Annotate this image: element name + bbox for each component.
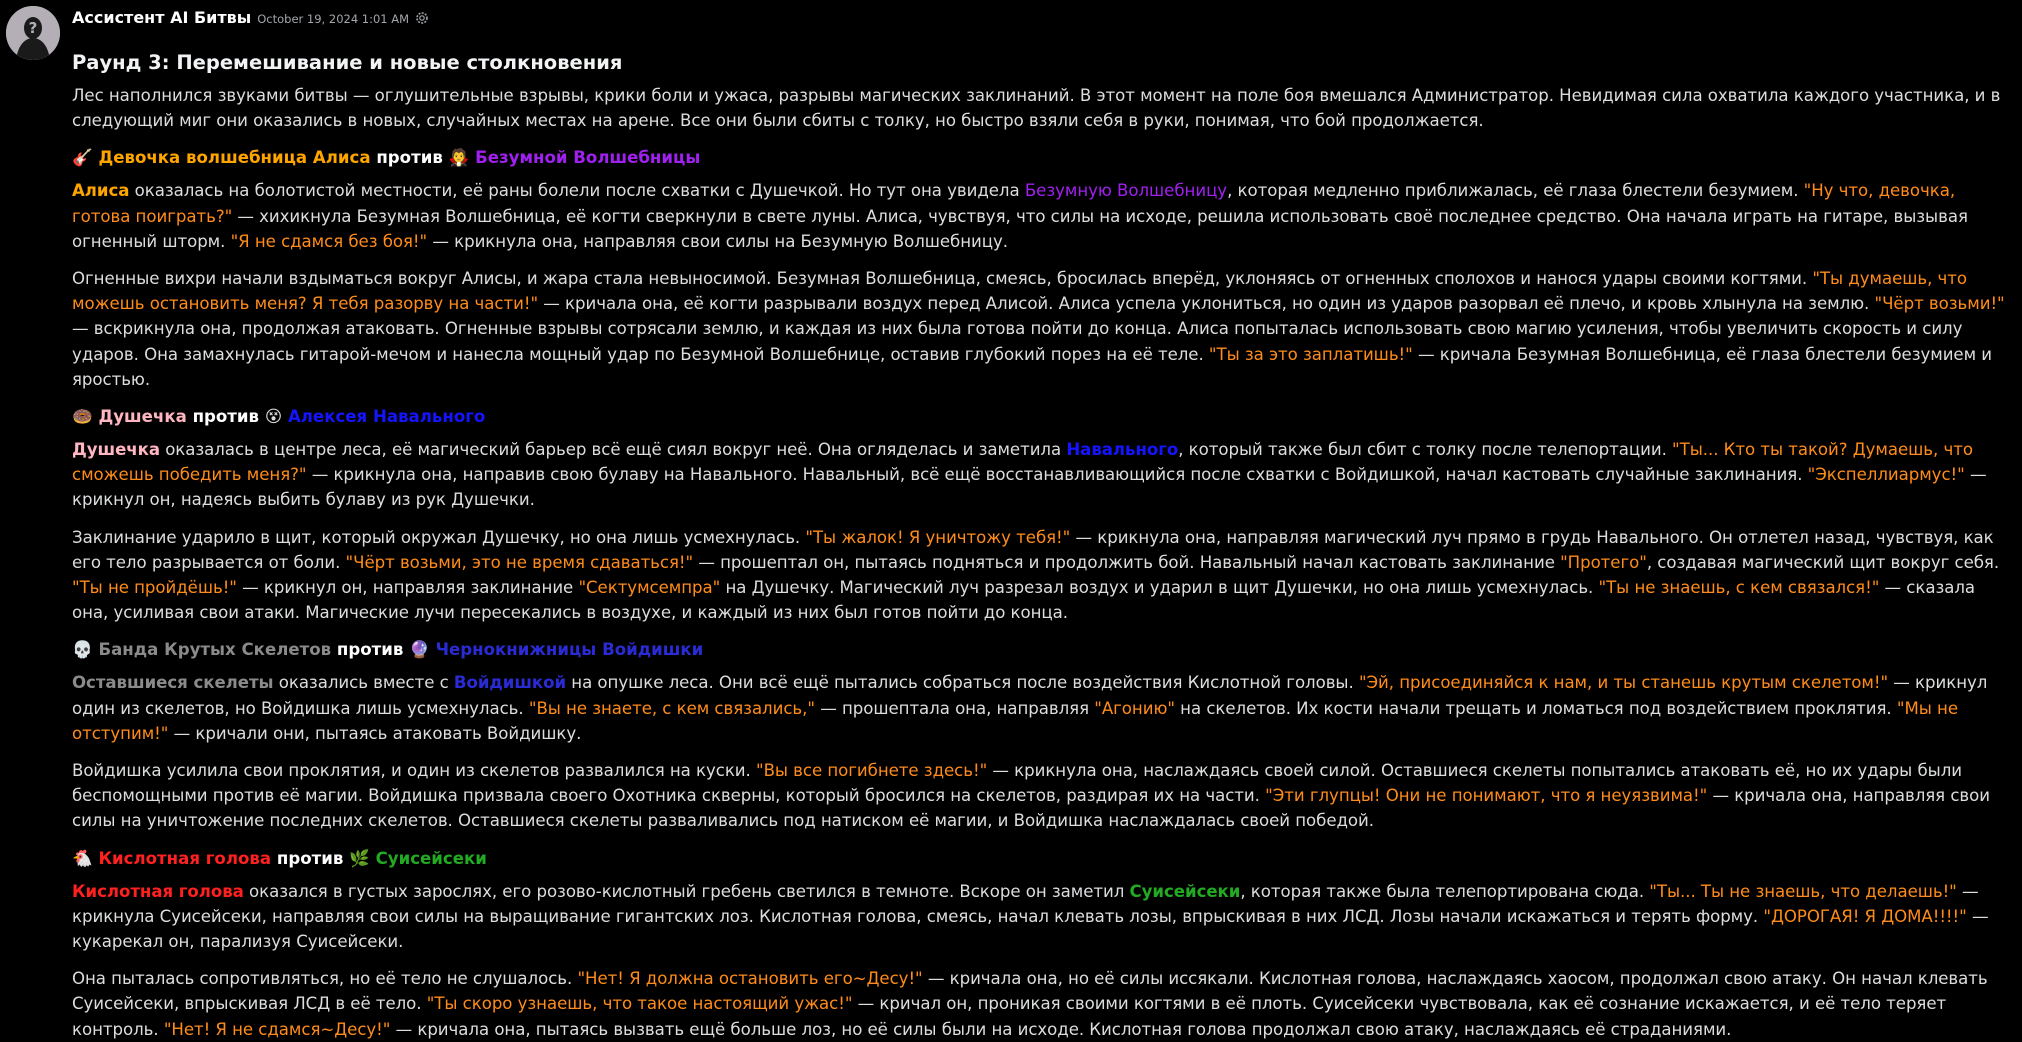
fighter-a: Душечка: [98, 407, 187, 427]
fight-paragraph: Она пыталась сопротивляться, но её тело не слушалось. "Нет! Я должна остановить его~Десу!" — кричала она, но её силы иссякали. Кислотная голова, наслаждаясь хаосом, продолжал свою атаку. Он начал клевать Суисейсеки, впрыскивая ЛСД в её тело. "Ты скоро узнаешь, что такое настоящий ужас!" — кричал он, проникая своими когтями в её плоть. Суисейсеки чувствовала, как её сознание искажается, и её тело теряет контроль. "Нет! Я не сдамся~Десу!" — кричала она, пытаясь вызвать ещё больше лоз, но её силы были на исходе. Кислотная голова продолжал свою атаку, наслаждаясь её страданиями.: [72, 969, 1988, 1039]
fighter-b: Чернокнижницы Войдишки: [435, 640, 704, 660]
fight-paragraph: Войдишка усилила свои проклятия, и один из скелетов развалился на куски. "Вы все погибнете здесь!" — крикнула она, наслаждаясь своей силой. Оставшиеся скелеты попытались атаковать её, но их удары были беспомощными против её магии. Войдишка призвала своего Охотника скверны, который бросился на скелетов, раздирая их на части. "Эти глупцы! Они не понимают, что я неуязвима!" — кричала она, направляя свои силы на уничтожение последних скелетов. Оставшиеся скелеты разваливались под натиском её магии, и Войдишка наслаждалась своей победой.: [72, 761, 1990, 831]
round-title: Раунд 3: Перемешивание и новые столкновения: [72, 51, 623, 74]
versus-label: против: [336, 640, 404, 660]
matchup-heading: [72, 637, 2012, 662]
author-name[interactable]: Ассистент AI Битвы: [72, 8, 252, 27]
fight-paragraph: Кислотная голова оказался в густых зарослях, его розово-кислотный гребень светился в темноте. Вскоре он заметил Суисейсеки, которая также была телепортирована сюда. "Ты... Ты не знаешь, что делаешь!" — крикнула Суисейсеки, направляя свои силы на выращивание гигантских лоз. Кислотная голова, смеясь, начал клевать лозы, впрыскивая в них ЛСД. Лозы начали искажаться и терять форму. "ДОРОГАЯ! Я ДОМА!!!!" — кукарекал он, парализуя Суисейсеки.: [72, 881, 1989, 952]
matchup-heading: [72, 145, 2012, 170]
dizzy-face-icon: 😵: [264, 407, 283, 427]
fighter-a: Девочка волшебница Алиса: [98, 148, 371, 168]
fighter-b: Безумной Волшебницы: [475, 148, 701, 168]
guitar-icon: 🎸: [72, 148, 93, 168]
donut-icon: 🍩: [72, 407, 93, 427]
fighter-b: Суисейсеки: [375, 848, 487, 868]
fight-paragraph: Душечка оказалась в центре леса, её магический барьер всё ещё сиял вокруг неё. Она огляделась и заметила Навального, который также был сбит с толку после телепортации. "Ты... Кто ты такой? Думаешь, что сможешь победить меня?" — крикнула она, направив свою булаву на Навального. Навальный, всё ещё восстанавливающийся после схватки с Войдишкой, начал кастовать случайные заклинания. "Экспеллиармус!" — крикнул он, надеясь выбить булаву из рук Душечки.: [72, 440, 1987, 510]
message-timestamp: October 19, 2024 1:01 AM: [257, 12, 410, 26]
fighter-a: Кислотная голова: [98, 848, 272, 868]
herb-icon: 🌿: [349, 848, 370, 868]
crystal-ball-icon: 🔮: [409, 640, 430, 660]
rooster-icon: 🐔: [72, 848, 93, 868]
gear-icon[interactable]: [415, 10, 429, 24]
fight-paragraph: Огненные вихри начали вздыматься вокруг Алисы, и жара стала невыносимой. Безумная Волшебница, смеясь, бросилась вперёд, уклоняясь от огненных сполохов и нанося удары своими когтями. "Ты думаешь, что можешь остановить меня? Я тебя разорву на части!" — кричала она, её когти разрывали воздух перед Алисой. Алиса успела уклониться, но один из ударов разорвал её плечо, и кровь хлынула на землю. "Чёрт возьми!" — вскрикнула она, продолжая атаковать. Огненные взрывы сотрясали землю, и каждая из них была готова пойти до конца. Алиса попыталась использовать свою магию усиления, чтобы увеличить скорость и силу ударов. Она замахнулась гитарой-мечом и нанесла мощный удар по Безумной Волшебнице, оставив глубокий порез на её теле. "Ты за это заплатишь!" — кричала Безумная Волшебница, её глаза блестели безумием и яростью.: [72, 269, 2005, 389]
vampire-icon: 🧛: [448, 148, 470, 168]
fight-paragraph: Заклинание ударило в щит, который окружал Душечку, но она лишь усмехнулась. "Ты жалок! Я уничтожу тебя!" — крикнула она, направляя магический луч прямо в грудь Навального. Он отлетел назад, чувствуя, как его тело разрывается от боли. "Чёрт возьми, это не время сдаваться!" — прошептал он, пытаясь подняться и продолжить бой. Навальный начал кастовать заклинание "Протего", создавая магический щит вокруг себя. "Ты не пройдёшь!" — крикнул он, направляя заклинание "Сектумсемпра" на Душечку. Магический луч разрезал воздух и ударил в щит Душечки, но она лишь усмехнулась. "Ты не знаешь, с кем связался!" — сказала она, усиливая свои атаки. Магические лучи пересекались в воздухе, и каждый из них был готов пойти до конца.: [72, 527, 2000, 623]
fighter-b: Алексея Навального: [287, 407, 486, 427]
matchup-heading: [72, 404, 2012, 429]
fight-paragraph: Алиса оказалась на болотистой местности, её раны болели после схватки с Душечкой. Но тут она увидела Безумную Волшебницу, которая медленно приближалась, её глаза блестели безумием. "Ну что, девочка, готова поиграть?" — хихикнула Безумная Волшебница, её когти сверкнули в свете луны. Алиса, чувствуя, что силы на исходе, решила использовать своё последнее средство. Она начала играть на гитаре, вызывая огненный шторм. "Я не сдамся без боя!" — крикнула она, направляя свои силы на Безумную Волшебницу.: [72, 181, 1968, 251]
avatar-glyph: ?: [28, 19, 38, 37]
versus-label: против: [276, 848, 344, 868]
round-intro: Лес наполнился звуками битвы — оглушительные взрывы, крики боли и ужаса, разрывы магических заклинаний. В этот момент на поле боя вмешался Администратор. Невидимая сила охватила каждого участника, и в следующий миг они оказались в новых, случайных местах на арене. Все они были сбиты с толку, но быстро взяли себя в руки, понимая, что бой продолжается.: [72, 86, 2001, 131]
versus-label: против: [192, 407, 260, 427]
avatar[interactable]: [6, 6, 60, 60]
matchup-heading: [72, 846, 2012, 871]
message-header: [72, 8, 2012, 34]
fight-paragraph: Оставшиеся скелеты оказались вместе с Войдишкой на опушке леса. Они всё ещё пытались собраться после воздействия Кислотной головы. "Эй, присоединяйся к нам, и ты станешь крутым скелетом!" — крикнул один из скелетов, но Войдишка лишь усмехнулась. "Вы не знаете, с кем связались," — прошептала она, направляя "Агонию" на скелетов. Их кости начали трещать и ломаться под воздействием проклятия. "Мы не отступим!" — кричали они, пытаясь атаковать Войдишку.: [72, 673, 1988, 743]
skull-icon: 💀: [72, 640, 93, 660]
fighter-a: Банда Крутых Скелетов: [98, 640, 332, 660]
message-content: [72, 8, 2012, 1042]
versus-label: против: [376, 148, 443, 168]
